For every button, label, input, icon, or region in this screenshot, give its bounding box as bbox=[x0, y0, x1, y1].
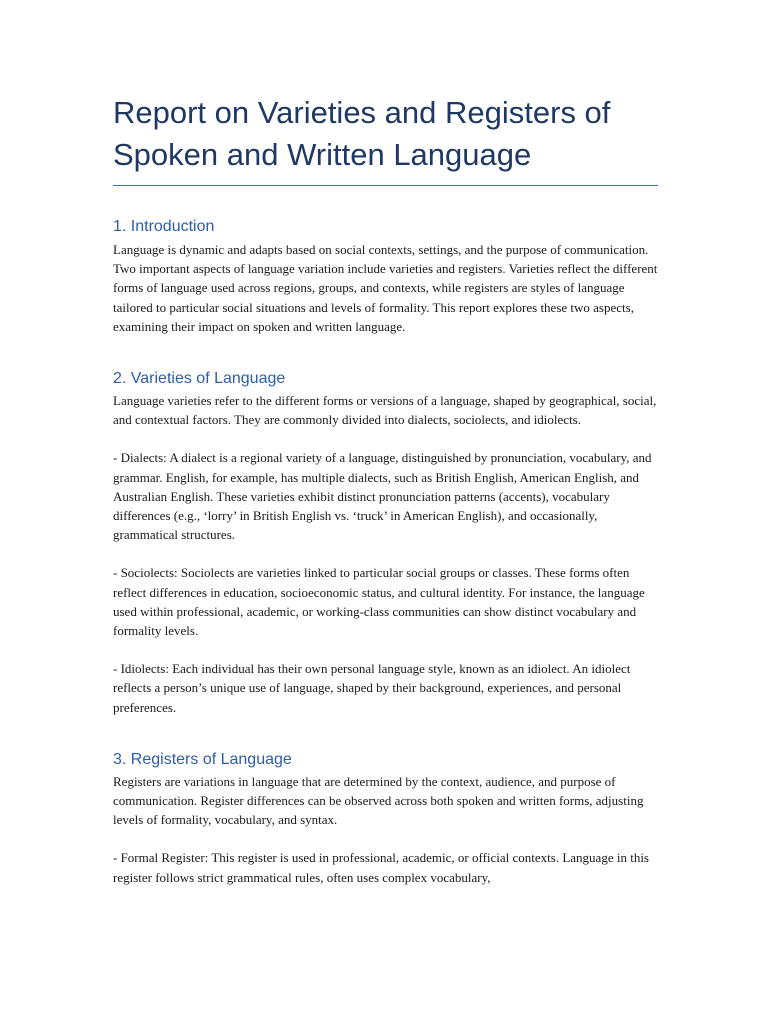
paragraph: Registers are variations in language that are determined by the context, audience, and purpose of communication. Register differences can be observed across both spoken and written forms, adjusting levels of formality, vocabulary, and syntax. bbox=[113, 773, 644, 828]
document-title: Report on Varieties and Registers of Spoken and Written Language bbox=[113, 92, 658, 186]
section-varieties bbox=[113, 368, 658, 717]
section-heading: 3. Registers of Language bbox=[113, 750, 292, 768]
paragraph: - Sociolects: Sociolects are varieties linked to particular social groups or classes. These forms often reflect differences in education, socioeconomic status, and cultural identity. For instance, the language used within professional, academic, or working-class communities can show distinct vocabulary and formality levels. bbox=[113, 565, 645, 639]
section-registers bbox=[113, 749, 658, 887]
paragraph: Language is dynamic and adapts based on social contexts, settings, and the purpose of communication. Two important aspects of language variation include varieties and registers. Varieties reflect the different forms of language used across regions, groups, and contexts, while registers are styles of language tailored to particular social situations and levels of formality. This report explores these two aspects, examining their impact on spoken and written language. bbox=[113, 242, 658, 334]
paragraph: - Idiolects: Each individual has their own personal language style, known as an idiolect. An idiolect reflects a person’s unique use of language, shaped by their background, experiences, and personal preferences. bbox=[113, 661, 631, 715]
document-body bbox=[113, 92, 658, 887]
paragraph: - Dialects: A dialect is a regional variety of a language, distinguished by pronunciation, vocabulary, and grammar. English, for example, has multiple dialects, such as British English, American English, and Australian English. These varieties exhibit distinct pronunciation patterns (accents), vocabulary differences (e.g., ‘lorry’ in British English vs. ‘truck’ in American English), and occasionally, grammatical structures. bbox=[113, 450, 652, 543]
section-heading: 2. Varieties of Language bbox=[113, 370, 286, 388]
section-introduction bbox=[113, 216, 658, 336]
paragraph: - Formal Register: This register is used in professional, academic, or official contexts. Language in this register follows strict grammatical rules, often uses complex vocabulary, bbox=[113, 850, 649, 885]
paragraph: Language varieties refer to the different forms or versions of a language, shaped by geographical, social, and contextual factors. They are commonly divided into dialects, sociolects, and idiolects. bbox=[113, 393, 657, 428]
section-heading: 1. Introduction bbox=[113, 218, 215, 235]
